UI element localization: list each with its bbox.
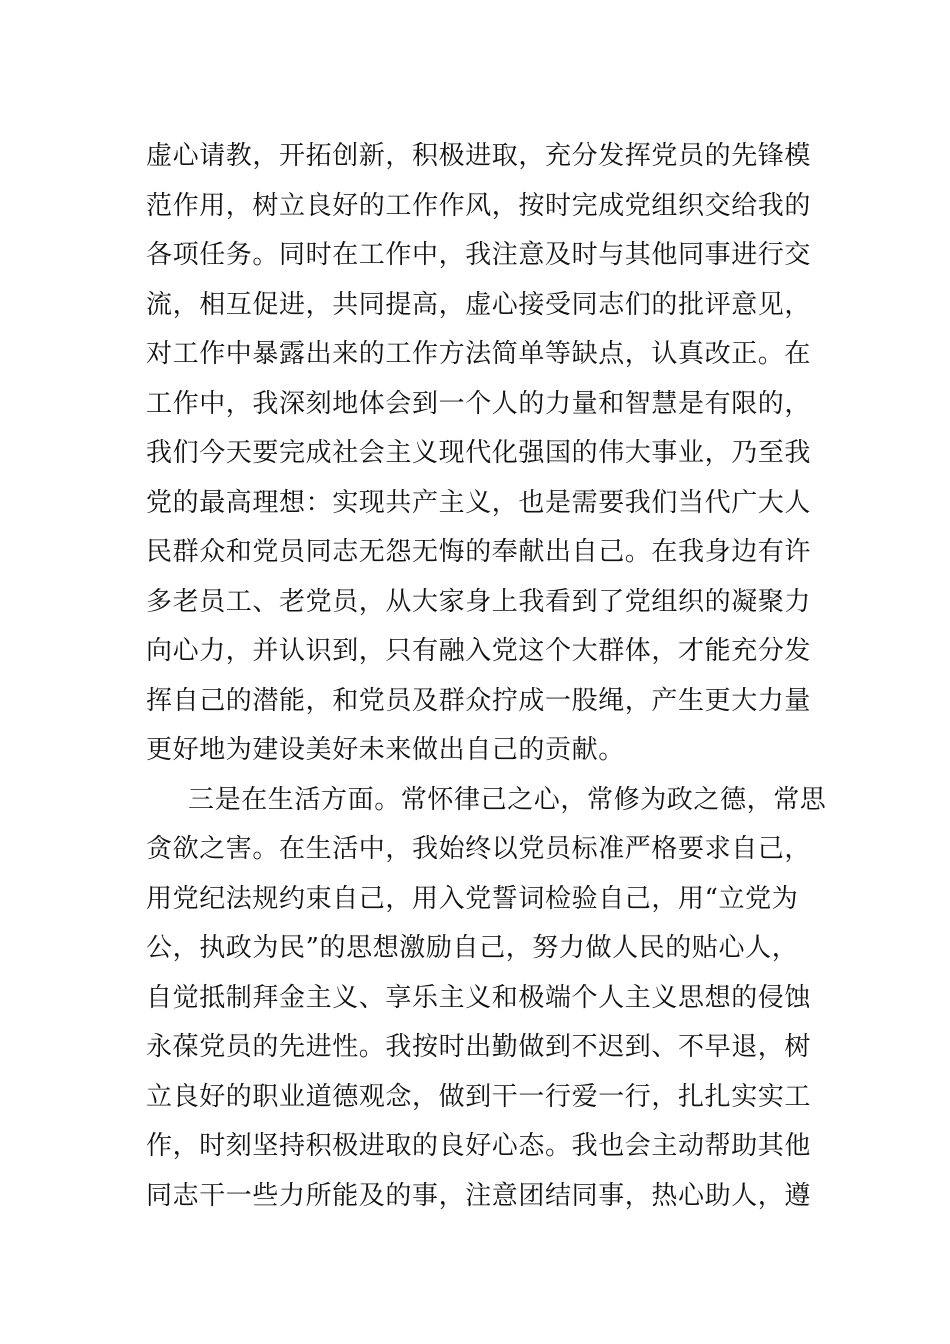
- text-line: 工作中，我深刻地体会到一个人的力量和智慧是有限的，: [146, 388, 812, 419]
- text-line: 民群众和党员同志无怨无悔的奉献出自己。在我身边有许: [146, 537, 812, 567]
- text-line: 多老员工、老党员，从大家身上我看到了党组织的凝聚力: [146, 586, 812, 617]
- text-line: 自觉抵制拜金主义、享乐主义和极端个人主义思想的侵蚀: [146, 982, 812, 1013]
- body-text: [146, 132, 827, 1221]
- text-line: 用党纪法规约束自己，用入党誓词检验自己，用“立党为: [146, 883, 799, 914]
- text-line: 我们今天要完成社会主义现代化强国的伟大事业，乃至我: [146, 438, 812, 468]
- text-line: 永葆党员的先进性。我按时出勤做到不迟到、不早退，树: [146, 1032, 812, 1062]
- text-line: 公，执政为民”的思想激励自己，努力做人民的贴心人，: [146, 933, 799, 963]
- text-line: 各项任务。同时在工作中，我注意及时与其他同事进行交: [146, 240, 812, 270]
- text-line: 党的最高理想：实现共产主义，也是需要我们当代广大人: [146, 487, 812, 518]
- text-line: 向心力，并认识到，只有融入党这个大群体，才能充分发: [146, 636, 812, 666]
- text-line: 流，相互促进，共同提高，虚心接受同志们的批评意见，: [146, 289, 812, 320]
- paragraph-start-line: 三是在生活方面。常怀律己之心，常修为政之德，常思: [188, 784, 827, 815]
- text-line: 挥自己的潜能，和党员及群众拧成一股绳，产生更大力量: [146, 685, 812, 716]
- text-line: 立良好的职业道德观念，做到干一行爱一行，扎扎实实工: [146, 1081, 812, 1112]
- text-line: 虚心请教，开拓创新，积极进取，充分发挥党员的先锋模: [146, 141, 812, 171]
- text-line: 贪欲之害。在生活中，我始终以党员标准严格要求自己，: [146, 834, 812, 864]
- text-line: 同志干一些力所能及的事，注意团结同事，热心助人，遵: [146, 1180, 812, 1211]
- text-line: 范作用，树立良好的工作作风，按时完成党组织交给我的: [146, 190, 812, 221]
- text-line: 对工作中暴露出来的工作方法简单等缺点，认真改正。在: [146, 339, 812, 369]
- text-line: 作，时刻坚持积极进取的良好心态。我也会主动帮助其他: [146, 1131, 812, 1161]
- text-line: 更好地为建设美好未来做出自己的贡献。: [146, 735, 625, 765]
